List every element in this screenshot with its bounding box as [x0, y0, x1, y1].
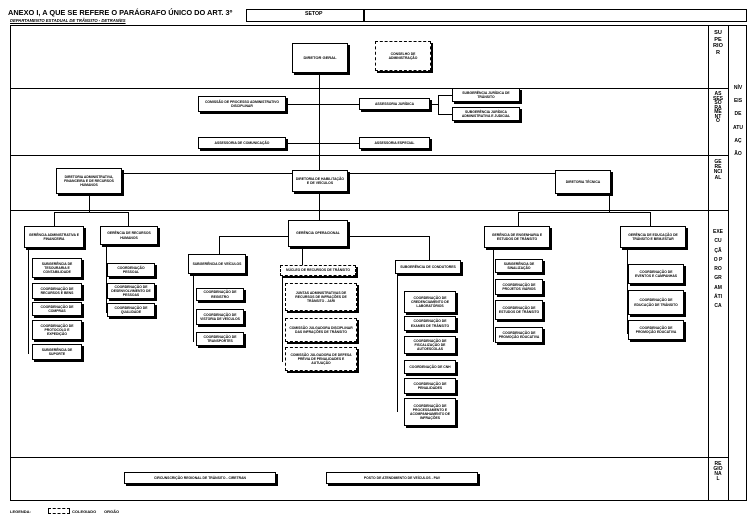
ger-engenharia-box[interactable]: GERÊNCIA DE ENGENHARIA E ESTUDOS DE TRÂNSITO	[484, 226, 550, 248]
conn-ger-admin	[54, 212, 55, 226]
level-regional: REGIONAL	[713, 461, 723, 482]
assessoria-comunicacao-box[interactable]: ASSESSORIA DE COMUNICAÇÃO	[198, 137, 286, 149]
department-label: DEPARTAMENTO ESTADUAL DE TRÂNSITO - DETRAN/ES	[10, 18, 126, 23]
legend-dashed: COLEGIADO	[72, 509, 97, 514]
legend-solid: ORGÃO	[104, 509, 120, 514]
coord-fiscalizacao-box[interactable]: COORDENAÇÃO DE FISCALIZAÇÃO DE AUTOESCOLAS	[404, 336, 456, 354]
conn-juridica-subs	[430, 104, 438, 105]
coord-bem-estar-box[interactable]: COORDENAÇÃO DE PROMOÇÃO EDUCATIVA	[628, 320, 684, 340]
coord-recursos-box[interactable]: COORDENAÇÃO DE RECURSOS E BENS	[32, 283, 82, 299]
coord-eventos-box[interactable]: COORDENAÇÃO DE EVENTOS E CAMPANHAS	[628, 264, 684, 284]
conn-comunicacao	[286, 143, 319, 144]
coord-pessoal-box[interactable]: COORDENAÇÃO PESSOAL	[107, 263, 155, 277]
ger-educacao-box[interactable]: GERÊNCIA DE EDUCAÇÃO DE TRÂNSITO E BEM-ESTAR	[620, 226, 686, 248]
level-atuacao: NÍVEIS DE ATUAÇÃO	[733, 85, 743, 158]
legend-label: LEGENDA:	[10, 509, 31, 514]
conn-dir-admin-gers	[54, 212, 128, 213]
conn-especial	[319, 143, 359, 144]
sub-suporte-box[interactable]: SUBGERÊNCIA DE SUPORTE	[32, 344, 82, 360]
sub-juridica-transito-box[interactable]: SUBGERÊNCIA JURÍDICA DE TRÂNSITO	[452, 88, 520, 102]
coord-desenvolvimento-box[interactable]: COORDENAÇÃO DE DESENVOLVIMENTO DE PESSOAS	[107, 283, 155, 299]
conn-ger-edu	[650, 212, 651, 226]
coord-estudos-box[interactable]: COORDENAÇÃO DE ESTUDOS DE TRÂNSITO	[495, 300, 543, 320]
spine-eng	[493, 248, 494, 342]
level-superior: SUPERIOR	[713, 30, 723, 56]
atuacao-column-divider	[728, 25, 729, 501]
coord-compras-box[interactable]: COORDENAÇÃO DE COMPRAS	[32, 302, 82, 316]
dir-habilitacao-box[interactable]: DIRETORIA DE HABILITAÇÃO E DE VEÍCULOS	[292, 170, 348, 192]
conn-juridica-subs-v	[438, 95, 439, 114]
header-right-frame	[364, 9, 747, 22]
coord-escolar-box[interactable]: COORDENAÇÃO DE EDUCAÇÃO DE TRÂNSITO	[628, 290, 684, 315]
coord-registro-box[interactable]: COORDENAÇÃO DE REGISTRO	[196, 288, 244, 301]
level-execucao: EXECUÇÃO PROGRAMÁTICA	[713, 229, 724, 310]
coord-penalidades-box[interactable]: COORDENAÇÃO DE PENALIDADES	[404, 378, 456, 394]
juntas-box[interactable]: JUNTAS ADMINISTRATIVAS DE RECURSOS DE INFRAÇÕES DE TRÂNSITO - JARI	[285, 283, 357, 311]
conn-dir-tec-down	[609, 194, 610, 212]
coord-transportes-box[interactable]: COORDENAÇÃO DE TRANSPORTES	[196, 332, 244, 346]
circunscricao-box[interactable]: CIRCUNSCRIÇÃO REGIONAL DE TRÂNSITO - CIRETRAN	[124, 472, 276, 484]
level-column-divider	[708, 25, 709, 501]
spine-nucleo	[282, 276, 283, 362]
nucleo-recursos-box[interactable]: NÚCLEO DE RECURSOS DE TRÂNSITO	[280, 265, 356, 276]
conn-sub-veiculos	[219, 236, 220, 254]
spine-admin	[28, 248, 29, 354]
secretaria-label: SETOP	[305, 11, 323, 17]
level-gerencial: GERENCIAL	[713, 159, 723, 181]
ger-operacional-box[interactable]: GERÊNCIA OPERACIONAL	[288, 220, 348, 247]
sub-sinalizacao-box[interactable]: SUBGERÊNCIA DE SINALIZAÇÃO	[495, 259, 543, 273]
ger-admin-fin-box[interactable]: GERÊNCIA ADMINISTRATIVA E FINANCEIRA	[24, 226, 84, 248]
dir-admin-box[interactable]: DIRETORIA ADMINISTRATIVA, FINANCEIRA E DE RECURSOS HUMANOS	[56, 168, 122, 194]
coord-processamento-box[interactable]: COORDENAÇÃO DE PROCESSAMENTO E ACOMPANHAMENTO DE INFRAÇÕES	[404, 398, 456, 426]
sub-juridica-admin-box[interactable]: SUBGERÊNCIA JURÍDICA ADMINISTRATIVA E JUDICIAL	[452, 107, 520, 121]
spine-condutores	[397, 272, 398, 412]
conn-diretorias	[89, 173, 609, 174]
diretor-geral-box[interactable]: DIRETOR GERAL	[292, 43, 348, 73]
spine-veiculos	[193, 274, 194, 342]
coord-cnh-box[interactable]: COORDENAÇÃO DE CNH	[404, 360, 456, 374]
conn-juridica	[319, 104, 359, 105]
coord-projetos-box[interactable]: COORDENAÇÃO DE PROJETOS VIÁRIOS	[495, 279, 543, 295]
conselho-box[interactable]: CONSELHO DE ADMINISTRAÇÃO	[375, 41, 431, 71]
comissao-disciplinar-box[interactable]: COMISSÃO JULGADORA DISCIPLINAR DAS INFRAÇÕES DE TRÂNSITO	[285, 318, 357, 342]
coord-qualidade-box[interactable]: COORDENAÇÃO DE QUALIDADE	[107, 303, 155, 317]
coord-credenciamento-box[interactable]: COORDENAÇÃO DE CREDENCIAMENTO DE LABORATÓRIOS	[404, 291, 456, 313]
conn-juridica-sub2	[438, 114, 452, 115]
legend-dashed-swatch	[48, 508, 70, 514]
conn-juridica-sub1	[438, 95, 452, 96]
main-trunk-line	[319, 73, 320, 173]
band-divider-4	[10, 457, 728, 458]
comissao-processo-box[interactable]: COMISSÃO DE PROCESSO ADMINISTRATIVO DISCIPLINAR	[198, 96, 286, 112]
coord-protocolo-box[interactable]: COORDENAÇÃO DE PROTOCOLO E EXPEDIÇÃO	[32, 320, 82, 340]
conn-comissao	[286, 104, 319, 105]
conn-dir-hab-down	[319, 192, 320, 220]
posto-box[interactable]: POSTO DE ATENDIMENTO DE VEÍCULOS - PAV	[326, 472, 478, 484]
comissao-defesa-box[interactable]: COMISSÃO JULGADORA DE DEFESA PRÉVIA DE PENALIDADES E AUTUAÇÃO	[285, 347, 357, 371]
sub-veiculos-box[interactable]: SUBGERÊNCIA DE VEÍCULOS	[188, 254, 246, 274]
conn-ger-rh	[128, 212, 129, 226]
dir-tecnica-box[interactable]: DIRETORIA TÉCNICA	[555, 170, 611, 194]
coord-promocao-box[interactable]: COORDENAÇÃO DE PROMOÇÃO EDUCATIVA	[495, 327, 543, 343]
page-title: ANEXO I, A QUE SE REFERE O PARÁGRAFO ÚNICO DO ART. 3º	[8, 8, 233, 17]
level-assessoramento: ASSESSORAMENTO	[713, 91, 724, 124]
sub-condutores-box[interactable]: SUBGERÊNCIA DE CONDUTORES	[395, 260, 461, 274]
band-divider-3	[10, 210, 728, 211]
conn-sub-condutores	[429, 236, 430, 260]
coord-exames-box[interactable]: COORDENAÇÃO DE EXAMES DE TRÂNSITO	[404, 316, 456, 331]
band-divider-2	[10, 155, 728, 156]
sub-tesouraria-box[interactable]: SUBGERÊNCIA DE TESOURARIA E CONTABILIDADE	[32, 258, 82, 278]
coord-vistoria-box[interactable]: COORDENAÇÃO DE VISTORIA DE VEÍCULOS	[196, 309, 244, 325]
assessoria-juridica-box[interactable]: ASSESSORIA JURÍDICA	[359, 98, 430, 110]
ger-rh-box[interactable]: GERÊNCIA DE RECURSOS HUMANOS	[100, 226, 158, 245]
conn-dir-admin-down	[89, 194, 90, 212]
assessoria-especial-box[interactable]: ASSESSORIA ESPECIAL	[359, 137, 430, 149]
conn-ger-eng	[518, 212, 519, 226]
conn-dir-tec-gers	[518, 212, 650, 213]
band-divider-1	[10, 88, 728, 89]
